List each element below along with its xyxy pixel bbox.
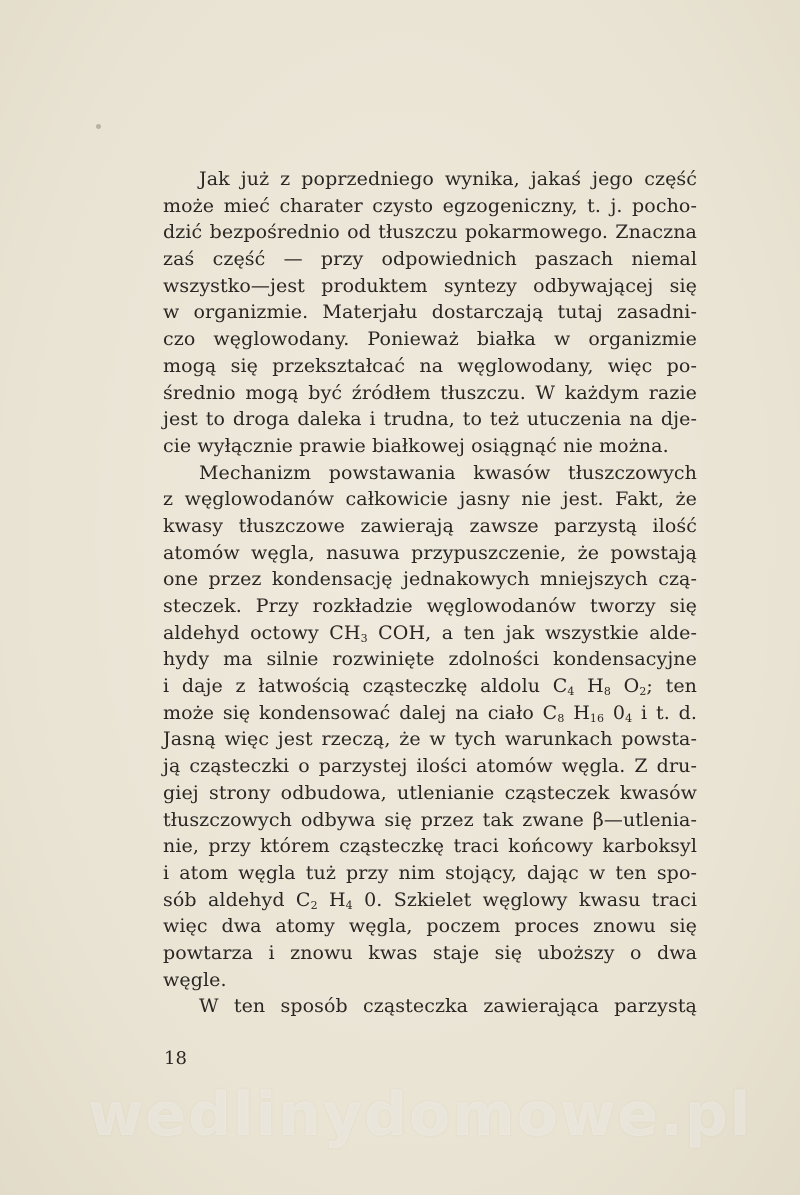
text-line: nie, przy którem cząsteczkę traci końcowy karboksyl: [163, 835, 697, 858]
subscript: 8: [603, 685, 611, 699]
text-line: Jak już z poprzedniego wynika, jakaś jego część: [199, 168, 697, 190]
text-line: Jasną więc jest rzeczą, że w tych warunkach powsta-: [163, 728, 697, 751]
text-line: może mieć charater czysto egzogeniczny, t. j. pocho-: [163, 194, 697, 217]
formula-text: aldehyd octowy CH: [163, 621, 361, 644]
text-line: z węglowodanów całkowicie jasny nie jest. Fakt, że: [163, 488, 697, 511]
formula-text: może się kondensować dalej na ciało C: [163, 701, 558, 724]
text-line: i atom węgla tuż przy nim stojący, dając w ten spo-: [163, 861, 697, 884]
text-line-formula: [163, 620, 697, 647]
text-line: dzić bezpośrednio od tłuszczu pokarmowego. Znaczna: [163, 221, 697, 244]
page-number: 18: [164, 1048, 187, 1069]
text-line: powtarza i znowu kwas staje się uboższy o dwa: [163, 941, 697, 964]
text-line: W ten sposób cząsteczka zawierająca parzystą: [199, 995, 697, 1018]
formula-text: sób aldehyd C: [163, 888, 311, 911]
formula-h: H: [564, 701, 590, 724]
formula-text: i daje z łatwością cząsteczkę aldolu C: [163, 675, 568, 698]
text-line: cie wyłącznie prawie białkowej osiągnąć nie można.: [163, 434, 669, 457]
formula-tail: 0. Szkielet węglowy kwasu traci: [352, 888, 697, 911]
formula-tail: ; ten: [646, 675, 698, 698]
text-line: atomów węgla, nasuwa przypuszczenie, że powstają: [163, 541, 697, 564]
text-line-formula: [163, 673, 697, 700]
formula-h: H: [317, 888, 346, 911]
paper-speck: [96, 124, 101, 129]
formula-h: H: [574, 675, 604, 698]
text-line: giej strony odbudowa, utlenianie cząsteczek kwasów: [163, 781, 697, 804]
text-line: więc dwa atomy węgla, poczem proces znowu się: [163, 915, 697, 938]
text-line: zaś część — przy odpowiednich paszach niemal: [163, 248, 697, 271]
text-line-formula: [163, 887, 697, 914]
subscript: 4: [567, 685, 575, 699]
subscript: 8: [557, 711, 565, 725]
text-line: hydy ma silnie rozwinięte zdolności kondensacyjne: [163, 648, 697, 671]
text-line: kwasy tłuszczowe zawierają zawsze parzystą ilość: [163, 514, 697, 537]
subscript: 4: [625, 711, 633, 725]
subscript: 4: [345, 898, 353, 912]
body-text: [163, 166, 697, 1020]
subscript: 16: [589, 711, 605, 725]
watermark: wedlinydomowe.pl: [88, 1080, 753, 1150]
text-line: w organizmie. Materjału dostarczają tutaj zasadni-: [163, 301, 697, 324]
formula-o: O: [610, 675, 640, 698]
text-line: czo węglowodany. Ponieważ białka w organizmie: [163, 328, 697, 351]
text-line: jest to droga daleka i trudna, to też utuczenia na dje-: [163, 408, 697, 431]
subscript: 3: [360, 631, 368, 645]
text-line: Mechanizm powstawania kwasów tłuszczowych: [199, 461, 697, 484]
subscript: 2: [310, 898, 318, 912]
text-line: średnio mogą być źródłem tłuszczu. W każdym razie: [163, 381, 697, 404]
text-line: one przez kondensację jednakowych mniejszych czą-: [163, 568, 697, 591]
text-line: tłuszczowych odbywa się przez tak zwane β—utlenia-: [163, 808, 697, 831]
formula-tail: COH, a ten jak wszystkie alde-: [367, 621, 698, 644]
text-line: węgle.: [163, 968, 227, 991]
text-line: steczek. Przy rozkładzie węglowodanów tworzy się: [163, 595, 697, 617]
text-line-formula: [163, 700, 697, 727]
text-line: ją cząsteczki o parzystej ilości atomów węgla. Z dru-: [163, 755, 697, 778]
text-line: mogą się przekształcać na węglowodany, więc po-: [163, 354, 697, 377]
formula-o: 0: [604, 701, 626, 724]
subscript: 2: [639, 685, 647, 699]
formula-tail: i t. d.: [632, 701, 698, 724]
text-line: wszystko—jest produktem syntezy odbywającej się: [163, 274, 697, 297]
